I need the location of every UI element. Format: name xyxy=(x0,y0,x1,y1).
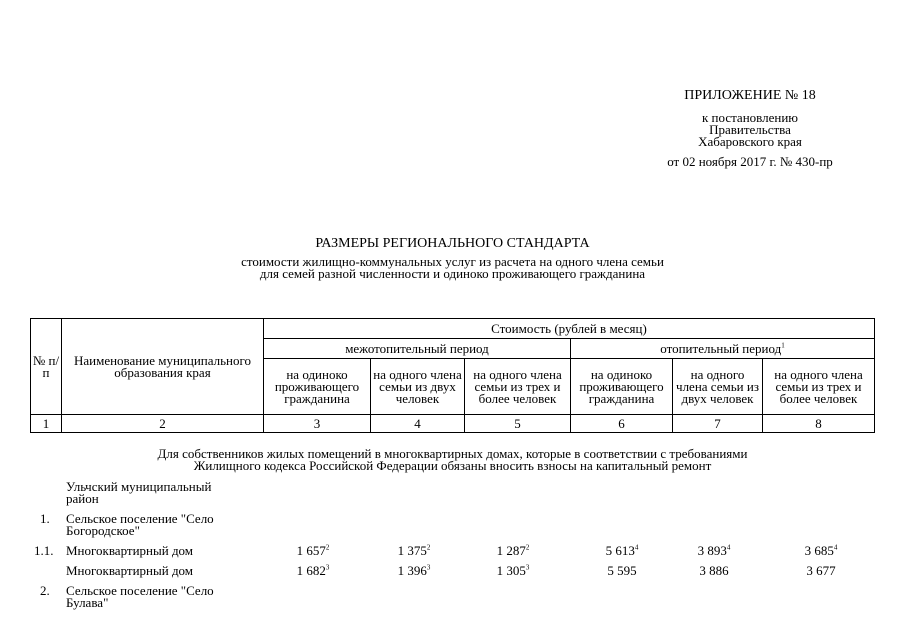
row-1-2-value-5 xyxy=(679,565,749,577)
appendix-line-3: Хабаровского края xyxy=(698,134,802,149)
heading-title: РАЗМЕРЫ РЕГИОНАЛЬНОГО СТАНДАРТА xyxy=(315,236,590,251)
row-1-2-label: Многоквартирный дом xyxy=(66,563,194,578)
value-footnote: 4 xyxy=(726,543,731,552)
heading-subtitle-1: стоимости жилищно-коммунальных услуг из расчета на одного члена семьи xyxy=(241,254,664,269)
value-text: 1 305 xyxy=(496,563,526,578)
col-index: 7 xyxy=(673,415,763,433)
header-sub-three-inter xyxy=(465,359,571,415)
col-index: 5 xyxy=(465,415,571,433)
appendix-line-2: Правительства xyxy=(709,122,791,137)
value-text: 1 375 xyxy=(397,543,427,558)
col-index: 3 xyxy=(264,415,371,433)
value-footnote: 2 xyxy=(525,543,530,552)
value-text: 1 287 xyxy=(496,543,526,558)
row-1-1-number: 1.1. xyxy=(34,543,54,558)
header-sub-label: на одного члена семьи из трех и более человек xyxy=(473,366,562,406)
value-text: 3 685 xyxy=(804,543,834,558)
value-footnote: 2 xyxy=(426,543,431,552)
header-period-inter xyxy=(264,339,571,359)
header-sub-single-heat xyxy=(571,359,673,415)
row-1-1-value-4 xyxy=(587,545,657,557)
row-1-1-value-3 xyxy=(478,545,548,557)
value-text: 5 595 xyxy=(607,563,637,578)
district-name-line-2: район xyxy=(66,491,99,506)
row-1-2-value-3 xyxy=(478,565,548,577)
header-sub-label: на одного члена семьи из трех и более человек xyxy=(774,366,863,406)
row-1-1-value-1 xyxy=(278,545,348,557)
header-sub-three-heat xyxy=(763,359,875,415)
value-footnote: 2 xyxy=(325,543,330,552)
header-cost-label: Стоимость (рублей в месяц) xyxy=(491,320,647,336)
header-period-inter-label: межотопительный период xyxy=(345,340,489,356)
value-footnote: 4 xyxy=(634,543,639,552)
value-text: 1 682 xyxy=(296,563,326,578)
header-sub-two-inter xyxy=(371,359,465,415)
header-col-number-label: № п/п xyxy=(32,352,60,380)
appendix-title: ПРИЛОЖЕНИЕ № 18 xyxy=(684,88,816,103)
value-text: 3 886 xyxy=(699,563,729,578)
col-index: 4 xyxy=(371,415,465,433)
value-text: 3 893 xyxy=(697,543,727,558)
value-text: 3 677 xyxy=(806,563,836,578)
row-2-name-line-1: Сельское поселение "Село xyxy=(66,583,214,598)
header-col-name xyxy=(62,319,264,415)
header-sub-single-inter xyxy=(264,359,371,415)
row-1-name-line-2: Богородское" xyxy=(66,523,140,538)
col-index: 2 xyxy=(62,415,264,433)
row-1-number: 1. xyxy=(40,511,50,526)
row-1-1-value-2 xyxy=(379,545,449,557)
value-text: 1 396 xyxy=(397,563,427,578)
value-footnote: 4 xyxy=(833,543,838,552)
row-2-name-line-2: Булава" xyxy=(66,595,109,610)
row-1-2-value-1 xyxy=(278,565,348,577)
row-1-2-value-4 xyxy=(587,565,657,577)
row-1-1-value-6 xyxy=(786,545,856,557)
header-period-heat xyxy=(571,339,875,359)
owners-note-line-2: Жилищного кодекса Российской Федерации обязаны вносить взносы на капитальный ремонт xyxy=(193,458,712,473)
header-sub-two-heat xyxy=(673,359,763,415)
district-name-line-1: Ульчский муниципальный xyxy=(66,479,212,494)
value-footnote: 3 xyxy=(325,563,330,572)
heading-subtitle-2: для семей разной численности и одиноко проживающего гражданина xyxy=(259,266,646,281)
header-sub-label: на одиноко проживающего гражданина xyxy=(274,366,360,406)
col-index: 1 xyxy=(31,415,62,433)
row-1-name-line-1: Сельское поселение "Село xyxy=(66,511,214,526)
row-2-number: 2. xyxy=(40,583,50,598)
value-text: 1 657 xyxy=(296,543,326,558)
value-footnote: 3 xyxy=(426,563,431,572)
row-1-1-label: Многоквартирный дом xyxy=(66,543,194,558)
appendix-line-4: от 02 ноября 2017 г. № 430-пр xyxy=(667,154,833,169)
row-1-1-value-5 xyxy=(679,545,749,557)
header-col-number xyxy=(31,319,62,415)
header-sub-label: на одного члена семьи из двух человек xyxy=(676,366,759,406)
standard-table xyxy=(30,318,875,433)
header-col-name-label: Наименование муниципального образования края xyxy=(73,352,252,380)
row-1-2-value-2 xyxy=(379,565,449,577)
appendix-line-1: к постановлению xyxy=(701,110,799,125)
value-footnote: 3 xyxy=(525,563,530,572)
col-index: 8 xyxy=(763,415,875,433)
value-text: 5 613 xyxy=(605,543,635,558)
header-period-heat-label: отопительный период xyxy=(660,340,782,356)
header-cost xyxy=(264,319,875,339)
row-1-2-value-6 xyxy=(786,565,856,577)
col-index: 6 xyxy=(571,415,673,433)
owners-note-line-1: Для собственников жилых помещений в многоквартирных домах, которые в соответствии с требованиями xyxy=(157,446,748,461)
header-sub-label: на одного члена семьи из двух человек xyxy=(373,366,462,406)
header-period-heat-footnote: 1 xyxy=(781,341,785,350)
header-sub-label: на одиноко проживающего гражданина xyxy=(579,366,664,406)
